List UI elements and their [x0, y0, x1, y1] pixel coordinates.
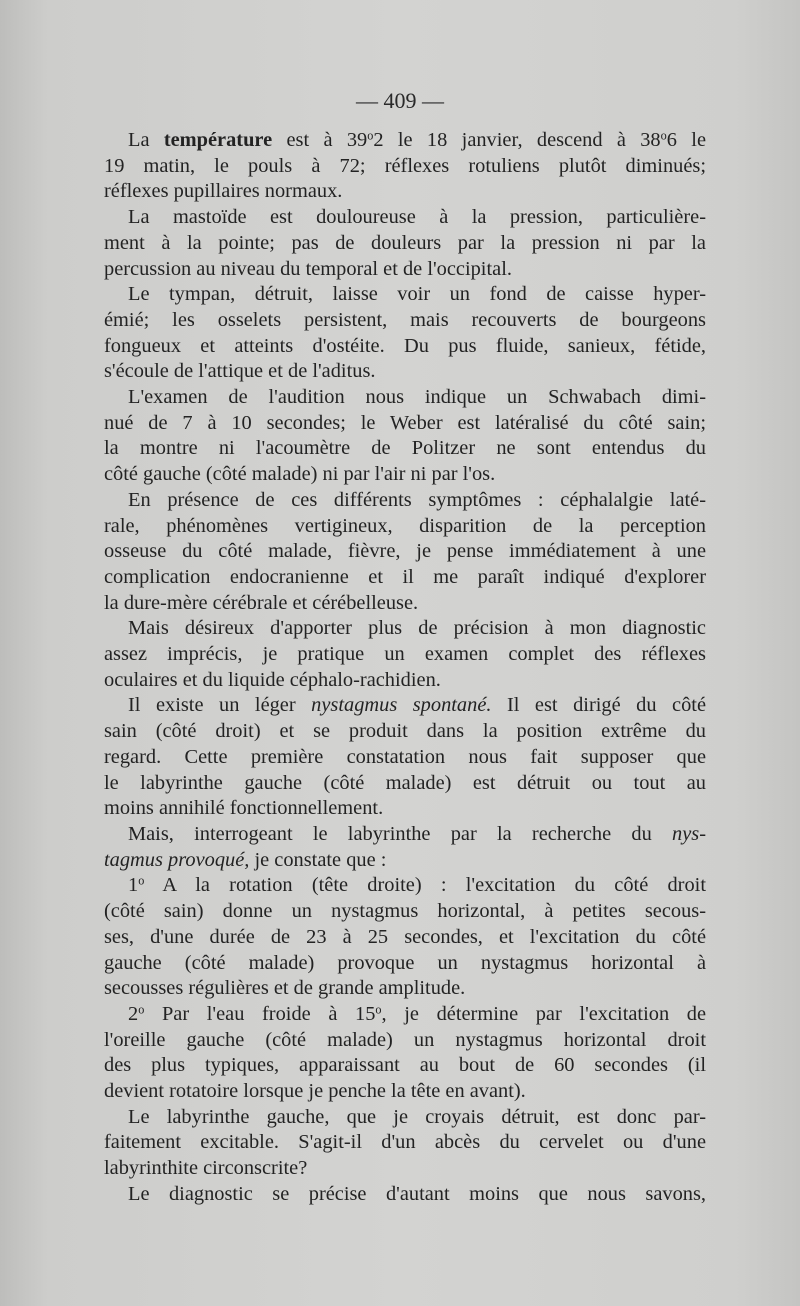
text-segment: je constate que : — [249, 848, 387, 871]
text-segment: Le tympan, détruit, laisse voir un fond de caisse hyper- — [128, 283, 706, 306]
text-line — [104, 154, 706, 180]
text-line — [104, 282, 706, 308]
text-segment: En présence de ces différents symptômes : céphalalgie laté- — [128, 488, 706, 511]
text-segment: oculaires et du liquide céphalo-rachidien. — [104, 668, 441, 691]
text-segment: La mastoïde est douloureuse à la pression, particulière- — [128, 206, 706, 229]
text-line — [104, 796, 706, 822]
text-segment: 2 — [128, 1002, 139, 1025]
text-line — [104, 951, 706, 977]
text-segment: s'écoule de l'attique et de l'aditus. — [104, 360, 376, 383]
text-segment: 1 — [128, 874, 139, 897]
text-segment: Il est dirigé du côté — [491, 694, 706, 717]
text-segment: 6 le — [666, 129, 707, 151]
text-line — [104, 1105, 706, 1131]
text-line — [104, 668, 706, 694]
text-segment: 2 le 18 janvier, descend à 38 — [373, 129, 661, 151]
text-segment: faitement excitable. S'agit-il d'un abcès du cervelet ou d'une — [104, 1131, 706, 1154]
text-line — [104, 925, 706, 951]
text-segment: La — [128, 129, 164, 151]
text-segment: l'oreille gauche (côté malade) un nystagmus horizontal droit — [104, 1028, 706, 1051]
text-segment: percussion au niveau du temporal et de l'occipital. — [104, 257, 512, 280]
text-segment: Le diagnostic se précise d'autant moins que nous savons, — [128, 1182, 706, 1205]
text-segment: des plus typiques, apparaissant au bout de 60 secondes (il — [104, 1054, 706, 1077]
text-segment: devient rotatoire lorsque je penche la tête en avant). — [104, 1080, 526, 1103]
text-line — [104, 899, 706, 925]
text-line — [104, 745, 706, 771]
text-line — [104, 1130, 706, 1156]
text-segment: regard. Cette première constatation nous fait supposer que — [104, 745, 706, 768]
text-line — [104, 539, 706, 565]
text-line — [104, 719, 706, 745]
text-segment: A la rotation (tête droite) : l'excitation du côté droit — [144, 874, 706, 897]
text-segment: secousses régulières et de grande amplitude. — [104, 977, 466, 1000]
text-line — [104, 231, 706, 257]
text-line — [104, 642, 706, 668]
text-segment: , je détermine par l'excitation de — [381, 1002, 707, 1025]
text-line — [104, 1079, 706, 1105]
text-line — [104, 848, 706, 874]
text-segment: nué de 7 à 10 secondes; le Weber est latéralisé du côté sain; — [104, 411, 706, 434]
text-line — [104, 514, 706, 540]
text-segment: rale, phénomènes vertigineux, disparition de la perception — [104, 514, 706, 537]
text-segment: est à 39 — [272, 129, 368, 151]
text-line — [104, 462, 706, 488]
text-line — [104, 385, 706, 411]
text-segment: fongueux et atteints d'ostéite. Du pus fluide, sanieux, fétide, — [104, 334, 706, 357]
text-segment: assez imprécis, je pratique un examen complet des réflexes — [104, 643, 706, 666]
text-segment: osseuse du côté malade, fièvre, je pense immédiatement à une — [104, 540, 706, 563]
text-segment: le labyrinthe gauche (côté malade) est détruit ou tout au — [104, 771, 706, 794]
text-segment: émié; les osselets persistent, mais recouverts de bourgeons — [104, 308, 706, 331]
text-line — [104, 976, 706, 1002]
text-segment: complication endocranienne et il me paraît indiqué d'explorer — [104, 565, 706, 588]
text-line — [104, 591, 706, 617]
text-segment: Par l'eau froide à 15 — [144, 1002, 376, 1025]
text-line — [104, 565, 706, 591]
page-number: — 409 — — [356, 88, 444, 113]
text-segment: 19 matin, le pouls à 72; réflexes rotuliens plutôt diminués; — [104, 154, 706, 177]
text-line — [104, 359, 706, 385]
text-line — [104, 693, 706, 719]
text-segment: réflexes pupillaires normaux. — [104, 180, 343, 203]
text-segment: Mais désireux d'apporter plus de précision à mon diagnostic — [128, 617, 706, 640]
text-segment: sain (côté droit) et se produit dans la position extrême du — [104, 720, 706, 743]
text-segment: labyrinthite circonscrite? — [104, 1157, 308, 1180]
text-segment: la montre ni l'acoumètre de Politzer ne sont entendus du — [104, 437, 706, 460]
text-line — [104, 1028, 706, 1054]
text-segment: Il existe un léger — [128, 694, 312, 717]
text-segment: o — [138, 873, 145, 888]
text-segment: o — [138, 1002, 145, 1017]
text-segment: ment à la pointe; pas de douleurs par la pression ni par la — [104, 231, 706, 254]
text-line — [104, 1182, 706, 1208]
text-line — [104, 1053, 706, 1079]
text-segment: tagmus provoqué, — [104, 848, 250, 871]
text-segment: o — [375, 1002, 382, 1017]
text-segment: Le labyrinthe gauche, que je croyais détruit, est donc par- — [128, 1105, 706, 1128]
text-segment: (côté sain) donne un nystagmus horizontal, à petites secous- — [104, 900, 706, 923]
text-segment: température — [163, 129, 273, 151]
text-line — [104, 616, 706, 642]
text-line — [104, 179, 706, 205]
text-segment: gauche (côté malade) provoque un nystagmus horizontal à — [104, 951, 706, 974]
text-line — [104, 257, 706, 283]
text-line — [104, 822, 706, 848]
text-line — [104, 1002, 706, 1028]
text-line — [104, 873, 706, 899]
text-segment: nys- — [672, 822, 706, 845]
text-segment: o — [660, 128, 667, 143]
text-line — [104, 436, 706, 462]
text-segment: Mais, interrogeant le labyrinthe par la recherche du — [128, 822, 673, 845]
text-line — [104, 411, 706, 437]
text-line — [104, 128, 706, 154]
text-line — [104, 488, 706, 514]
text-segment: moins annihilé fonctionnellement. — [104, 797, 384, 820]
text-segment: côté gauche (côté malade) ni par l'air ni par l'os. — [104, 463, 496, 486]
text-line — [104, 771, 706, 797]
text-segment: la dure-mère cérébrale et cérébelleuse. — [104, 591, 419, 614]
text-segment: o — [367, 128, 374, 143]
text-line — [104, 334, 706, 360]
body-text — [104, 128, 706, 1208]
text-segment: nystagmus spontané. — [311, 694, 492, 717]
text-segment: ses, d'une durée de 23 à 25 secondes, et l'excitation du côté — [104, 925, 706, 948]
text-line — [104, 205, 706, 231]
text-line — [104, 1156, 706, 1182]
text-line — [104, 308, 706, 334]
text-segment: L'examen de l'audition nous indique un Schwabach dimi- — [128, 386, 706, 409]
